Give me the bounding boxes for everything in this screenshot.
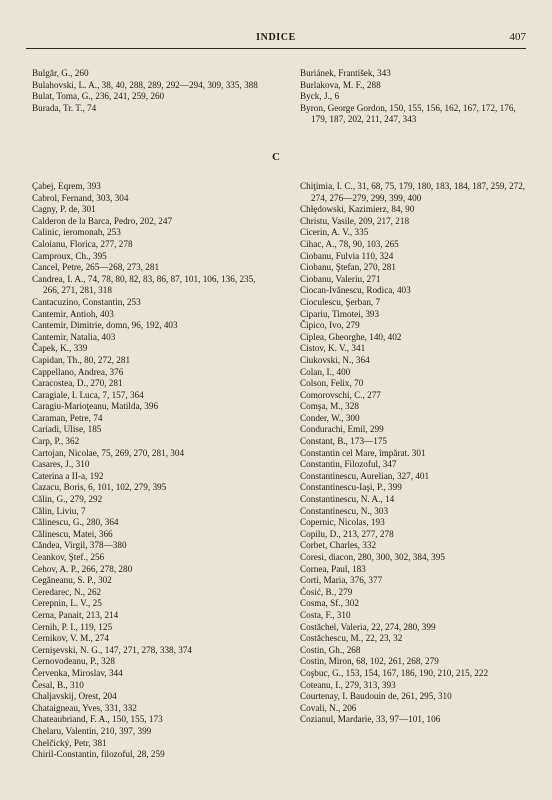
index-entry: Čapek, K., 339 (32, 343, 88, 354)
index-entry: Bulahovski, L. A., 38, 40, 288, 289, 292—294, 309, 335, 388 (32, 79, 258, 90)
top-left-column (32, 68, 272, 114)
index-entry: Calderon de la Barca, Pedro, 202, 247 (32, 215, 173, 226)
index-entry: Constantin, Filozoful, 347 (300, 459, 397, 470)
index-entry: Cihac, A., 78, 90, 103, 265 (300, 238, 399, 249)
index-entry: Cicerin, A. V., 335 (300, 227, 369, 238)
right-column (300, 181, 532, 726)
index-entry: Ciocan-Ivănescu, Rodica, 403 (300, 285, 411, 296)
index-entry: Caloianu, Florica, 277, 278 (32, 238, 133, 249)
page-header (26, 32, 526, 49)
index-entry: Corti, Maria, 376, 377 (300, 575, 383, 586)
index-entry: Cozianul, Mardarie, 33, 97—101, 106 (300, 714, 441, 725)
index-entry: Covali, N., 206 (300, 702, 357, 713)
index-entry: Chelčický, Petr, 381 (32, 737, 107, 748)
index-entry: Cistov, K. V., 341 (300, 343, 366, 354)
index-entry: Caracostea, D., 270, 281 (32, 378, 123, 389)
index-entry: Costa, F., 310 (300, 609, 351, 620)
index-entry: Chaljavskij, Orest, 204 (32, 691, 117, 702)
index-entry: Ciukovski, N., 364 (300, 354, 370, 365)
index-entry: Chiţimia, I. C., 31, 68, 75, 179, 180, 183, 184, 187, 259, 272, 274, 276—279, 299, 399, 400 (300, 181, 526, 203)
index-entry: Burada, Tr. T., 74 (32, 102, 97, 113)
index-entry: Courtenay, I. Baudouin de, 261, 295, 310 (300, 691, 452, 702)
index-entry: Calinic, ieromonah, 253 (32, 227, 121, 238)
index-entry: Ciobanu, Ştefan, 270, 281 (300, 262, 396, 273)
running-title: INDICE (256, 32, 296, 43)
index-entry: Ciobanu, Valeriu, 271 (300, 273, 381, 284)
index-entry: Bulgăr, G., 260 (32, 68, 89, 78)
index-entry: Cariadi, Ulise, 185 (32, 424, 102, 435)
index-entry: Conder, W., 300 (300, 412, 360, 423)
index-entry: Ceankov, Ştef., 256 (32, 552, 105, 562)
index-entry: Costin, Miron, 68, 102, 261, 268, 279 (300, 656, 439, 667)
index-entry: Căndea, Virgil, 378—380 (32, 540, 127, 551)
index-entry: Colson, Felix, 70 (300, 378, 364, 389)
index-entry: Ciplea, Gheorghe, 140, 402 (300, 331, 402, 342)
index-entry: Chłędowski, Kazimierz, 84, 90 (300, 204, 415, 215)
index-entry: Coresi, diacon, 280, 300, 302, 384, 395 (300, 552, 445, 562)
index-entry: Constant, B., 173—175 (300, 436, 388, 447)
index-entry: Cagny, P. de, 301 (32, 204, 96, 215)
index-entry: Çabej, Eqrem, 393 (32, 181, 101, 191)
index-entry: Constantinescu, N., 303 (300, 505, 389, 516)
index-entry: Copilu, D., 213, 277, 278 (300, 528, 394, 539)
index-entry: Casares, J., 310 (32, 459, 90, 470)
index-entry: Ceredarec, N., 262 (32, 586, 102, 597)
index-entry: Chiril-Constantin, filozoful, 28, 259 (32, 749, 165, 760)
index-entry: Burlakova, M. F., 288 (300, 79, 381, 90)
index-entry: Červenka, Miroslav, 344 (32, 667, 123, 678)
index-entry: Cazacu, Boris, 6, 101, 102, 279, 395 (32, 482, 167, 493)
index-entry: Buriánek, František, 343 (300, 68, 391, 78)
index-entry: Colan, I., 400 (300, 366, 351, 377)
index-entry: Comorovschi, C., 277 (300, 389, 381, 400)
index-entry: Costin, Gh., 268 (300, 644, 361, 655)
index-entry: Carp, P., 362 (32, 436, 80, 447)
index-entry: Byck, J., 6 (300, 91, 340, 102)
index-entry: Bulat, Toma, G., 236, 241, 259, 260 (32, 91, 165, 102)
index-entry: Cancel, Petre, 265—268, 273, 281 (32, 262, 160, 273)
index-entry: Cegăneanu, S. P., 302 (32, 575, 112, 586)
index-entry: Caterina a II-a, 192 (32, 470, 104, 481)
index-entry: Cerepnin, L. V., 25 (32, 598, 102, 609)
index-entry: Coşbuc, G., 153, 154, 167, 186, 190, 210, 215, 222 (300, 667, 489, 678)
index-entry: Comşa, M., 328 (300, 401, 359, 412)
index-entry: Česal, B., 310 (32, 679, 84, 690)
left-column (32, 181, 272, 761)
index-entry: Caraman, Petre, 74 (32, 412, 103, 423)
index-entry: Cappellano, Andrea, 376 (32, 366, 124, 377)
index-entry: Cipariu, Timotei, 393 (300, 308, 380, 319)
index-entry: Byron, George Gordon, 150, 155, 156, 162, 167, 172, 176, 179, 187, 202, 211, 247, 343 (300, 102, 516, 125)
index-entry: Călin, Liviu, 7 (32, 505, 86, 516)
index-entry: Cantemir, Dimitrie, domn, 96, 192, 403 (32, 320, 178, 331)
index-entry: Costăchel, Valeria, 22, 274, 280, 399 (300, 621, 436, 632)
section-letter: C (272, 151, 280, 163)
index-entry: Condurachi, Emil, 299 (300, 424, 384, 435)
index-entry: Copernic, Nicolas, 193 (300, 517, 385, 528)
index-entry: Cosma, Sf., 302 (300, 598, 359, 609)
index-entry: Constantinescu, N. A., 14 (300, 494, 395, 505)
index-entry: Cernovodeanu, P., 328 (32, 656, 115, 667)
index-entry: Ciobanu, Fulvia 110, 324 (300, 250, 394, 261)
index-entry: Cerna, Panait, 213, 214 (32, 609, 119, 620)
index-entry: Caragiu-Marioţeanu, Matilda, 396 (32, 401, 159, 412)
index-entry: Cantacuzino, Constantin, 253 (32, 296, 141, 307)
index-entry: Christu, Vasile, 209, 217, 218 (300, 215, 410, 226)
index-entry: Camproux, Ch., 395 (32, 250, 107, 261)
index-entry: Chelaru, Valentin, 210, 397, 399 (32, 725, 152, 736)
index-entry: Constantinescu, Aurelian, 327, 401 (300, 470, 430, 481)
index-entry: Čipico, Ivo, 279 (300, 320, 360, 331)
index-entry: Călin, G., 279, 292 (32, 494, 103, 505)
index-entry: Capidan, Th., 80, 272, 281 (32, 354, 131, 365)
index-entry: Călinescu, G., 280, 364 (32, 517, 119, 528)
index-entry: Cernikov, V. M., 274 (32, 633, 109, 644)
index-entry: Constantinescu-Iaşi, P., 399 (300, 482, 402, 493)
index-entry: Chataigneau, Yves, 331, 332 (32, 702, 137, 713)
index-entry: Cornea, Paul, 183 (300, 563, 366, 574)
index-entry: Ćosić, B., 279 (300, 586, 353, 597)
page-number: 407 (509, 31, 526, 43)
index-entry: Cantemir, Natalia, 403 (32, 331, 116, 342)
index-entry: Chateaubriand, F. A., 150, 155, 173 (32, 714, 163, 725)
index-entry: Călinescu, Matei, 366 (32, 528, 113, 539)
index-entry: Constantin cel Mare, împărat. 301 (300, 447, 426, 458)
index-entry: Cernişevski, N. G., 147, 271, 278, 338, 374 (32, 644, 193, 655)
index-entry: Cantemir, Antioh, 403 (32, 308, 114, 319)
index-entry: Coteanu, I., 279, 313, 393 (300, 679, 396, 690)
index-entry: Costăchescu, M., 22, 23, 32 (300, 633, 403, 644)
index-entry: Corbet, Charles, 332 (300, 540, 377, 551)
index-entry: Cabrol, Fernand, 303, 304 (32, 192, 129, 203)
index-entry: Caragiale, I. Luca, 7, 157, 364 (32, 389, 144, 400)
top-right-column (300, 68, 532, 126)
index-entry: Cioculescu, Şerban, 7 (300, 296, 381, 307)
index-entry: Cartojan, Nicolae, 75, 269, 270, 281, 304 (32, 447, 185, 458)
index-entry: Cernih, P. I., 119, 125 (32, 621, 113, 632)
index-entry: Cehov, A. P., 266, 278, 280 (32, 563, 133, 574)
index-entry: Candrea, I. A., 74, 78, 80, 82, 83, 86, 87, 101, 106, 136, 235, 266, 271, 281, 318 (32, 273, 256, 296)
